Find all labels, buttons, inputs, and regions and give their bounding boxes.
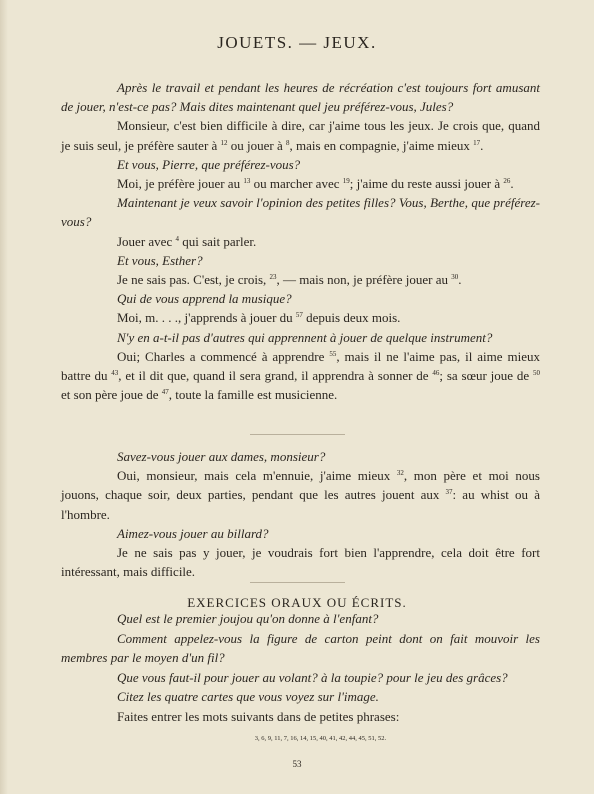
section-divider [250, 582, 345, 583]
text-segment: , mais en compagnie, j'aime mieux [289, 137, 474, 153]
text-segment: Je ne sais pas. C'est, je crois, [117, 272, 270, 288]
answer-line [61, 174, 540, 193]
exercise-question: Comment appelez-vous la figure de carton peint dont on fait mouvoir les membres par le moyen d'un fil? [61, 630, 540, 666]
page-title: JOUETS. — JEUX. [217, 33, 377, 52]
question-line [61, 155, 540, 174]
question-line [61, 78, 540, 116]
answer-line [61, 308, 540, 327]
figure-reference-number: 32 [396, 469, 404, 478]
word-numbers: 3, 6, 9, 11, 7, 16, 14, 15, 40, 41, 42, 44, 45, 51, 52. [254, 734, 387, 742]
text-segment: Moi, m. . . ., j'apprends à jouer du [117, 310, 296, 326]
text-segment: Après le travail et pendant les heures de récréation c'est toujours fort amusant de jouer, n'est-ce pas? Mais dites maintenant quel jeu préférez-vous, Jules? [61, 80, 540, 115]
exercise-question: Quel est le premier joujou qu'on donne à l'enfant? [117, 611, 379, 626]
question-line [61, 251, 540, 270]
exercise-question: Que vous faut-il pour jouer au volant? à la toupie? pour le jeu des grâces? [117, 669, 508, 685]
question-line [61, 447, 540, 466]
text-segment: Et vous, Pierre, que préférez-vous? [117, 156, 301, 172]
question-line [61, 193, 540, 231]
exercise-list [61, 609, 540, 707]
answer-line [61, 232, 540, 251]
page-edge-shadow [0, 0, 8, 794]
figure-reference-number: 46 [432, 369, 440, 378]
text-segment: : au whist ou à l'hombre. [61, 487, 540, 522]
text-segment: ; j'aime du reste aussi jouer à [349, 176, 504, 192]
text-segment: Maintenant je veux savoir l'opinion des petites filles? Vous, Berthe, que préférez-vous? [61, 195, 540, 230]
text-segment: Monsieur, c'est bien difficile à dire, car j'aime tous les jeux. Je crois que, quand je suis seul, je préfère sauter à [61, 118, 540, 153]
question-line [61, 289, 540, 308]
text-segment: N'y en a-t-il pas d'autres qui apprennent à jouer de quelque instrument? [117, 329, 493, 345]
text-segment: Jouer avec [117, 233, 176, 249]
text-segment: qui sait parler. [178, 233, 257, 249]
text-segment: . [458, 272, 462, 288]
answer-line [61, 466, 540, 524]
dialogue-section-2 [61, 447, 540, 581]
text-segment: ; sa sœur joue de [439, 368, 534, 384]
answer-line [61, 347, 540, 405]
dialogue-section-1 [61, 78, 540, 404]
figure-reference-number: 19 [342, 177, 350, 186]
figure-reference-number: 37 [445, 488, 453, 497]
text-segment: Savez-vous jouer aux dames, monsieur? [117, 449, 326, 464]
figure-reference-number: 23 [269, 273, 277, 282]
figure-reference-number: 30 [451, 273, 459, 282]
figure-reference-number: 57 [295, 311, 303, 320]
text-segment: Aimez-vous jouer au billard? [117, 525, 269, 541]
text-segment: , — mais non, je préfère jouer au [276, 272, 452, 288]
text-segment: Oui, monsieur, mais cela m'ennuie, j'aime mieux [117, 468, 397, 484]
text-segment: depuis deux mois. [302, 310, 401, 326]
text-segment: , mais il ne l'aime pas, il aime mieux battre du [61, 348, 540, 384]
page-number: 53 [292, 759, 302, 769]
exercises-title: EXERCICES ORAUX OU ÉCRITS. [187, 595, 407, 610]
text-segment: . [480, 137, 484, 153]
text-segment: ou jouer à [227, 137, 287, 153]
answer-line [61, 116, 540, 154]
exercises-section [61, 609, 540, 748]
instruction-text: Faites entrer les mots suivants dans de petites phrases: [117, 708, 400, 724]
question-line [61, 524, 540, 543]
figure-reference-number: 12 [220, 138, 228, 147]
text-segment: . [510, 176, 514, 192]
section-divider [250, 434, 345, 435]
answer-line [61, 270, 540, 289]
text-segment: Je ne sais pas y jouer, je voudrais fort bien l'apprendre, cela doit être fort intéressant, mais difficile. [61, 545, 540, 580]
exercise-question: Citez les quatre cartes que vous voyez sur l'image. [117, 689, 379, 705]
text-segment: , toute la famille est musicienne. [168, 387, 338, 403]
figure-reference-number: 47 [161, 388, 169, 397]
question-line [61, 328, 540, 347]
text-segment: Oui; Charles a commencé à apprendre [117, 348, 330, 364]
text-segment: Et vous, Esther? [117, 252, 203, 268]
text-segment: , mon père et moi nous jouons, chaque soir, deux parties, pendant que les autres jouent aux [61, 468, 540, 503]
text-segment: ou marcher avec [250, 176, 343, 192]
figure-reference-number: 4 [175, 234, 179, 243]
figure-reference-number: 8 [286, 138, 290, 147]
figure-reference-number: 43 [111, 369, 119, 378]
text-segment: et son père joue de [61, 387, 162, 403]
text-segment: Moi, je préfère jouer au [117, 176, 244, 192]
figure-reference-number: 17 [473, 138, 481, 147]
figure-reference-number: 26 [503, 177, 511, 186]
answer-line [61, 543, 540, 581]
text-segment: Qui de vous apprend la musique? [117, 291, 292, 307]
text-segment: , et il dit que, quand il sera grand, il apprendra à sonner de [118, 368, 433, 384]
figure-reference-number: 13 [243, 177, 251, 186]
figure-reference-number: 55 [329, 349, 337, 358]
figure-reference-number: 50 [533, 369, 541, 378]
